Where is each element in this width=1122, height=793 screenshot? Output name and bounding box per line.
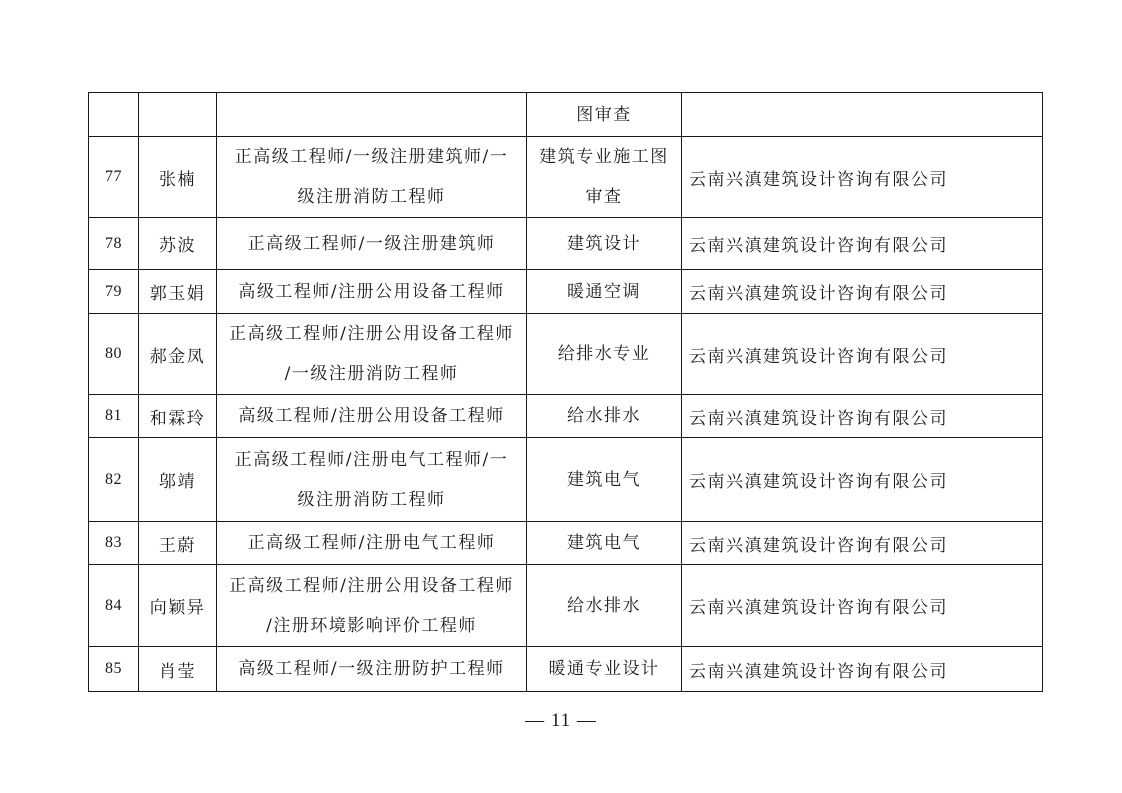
person-name-cell-empty: [139, 93, 217, 137]
specialty-line: 建筑设计: [567, 233, 641, 254]
person-name: 邬靖: [139, 438, 217, 522]
title-line: 正高级工程师/注册电气工程师/一: [234, 449, 509, 470]
row-number: 81: [89, 395, 139, 438]
title-line: /注册环境影响评价工程师: [266, 615, 477, 636]
table-row: [89, 137, 1043, 218]
company-cell-empty: [682, 93, 1043, 137]
title-line: 级注册消防工程师: [297, 187, 446, 207]
title-line: 级注册消防工程师: [297, 489, 446, 510]
person-name: 郭玉娟: [139, 270, 217, 314]
company: 云南兴滇建筑设计咨询有限公司: [682, 438, 1043, 522]
specialty-line: 审查: [585, 187, 623, 207]
specialty-line: 建筑专业施工图: [539, 147, 669, 167]
table-row: [89, 218, 1043, 270]
row-number: 82: [89, 438, 139, 522]
title-line: 正高级工程师/一级注册建筑师/一: [234, 147, 509, 167]
company: 云南兴滇建筑设计咨询有限公司: [682, 565, 1043, 647]
person-name: 王蔚: [139, 522, 217, 565]
title-line: 高级工程师/注册公用设备工程师: [238, 406, 505, 426]
professional-title: [217, 522, 527, 565]
professional-title-cell-empty: [217, 93, 527, 137]
row-number: 79: [89, 270, 139, 314]
table-row: [89, 647, 1043, 692]
specialty-line: 给排水专业: [557, 344, 651, 364]
specialty-line: 暖通空调: [567, 281, 641, 302]
professional-title: [217, 218, 527, 270]
specialty: [527, 218, 682, 270]
title-line: 正高级工程师/注册电气工程师: [247, 533, 496, 553]
specialty-line: 给水排水: [567, 595, 641, 616]
table-row: [89, 522, 1043, 565]
row-number: 84: [89, 565, 139, 647]
specialty: [527, 438, 682, 522]
table-row: [89, 565, 1043, 647]
specialty: [527, 314, 682, 395]
professional-title: [217, 647, 527, 692]
company: 云南兴滇建筑设计咨询有限公司: [682, 522, 1043, 565]
specialty: [527, 565, 682, 647]
specialty-line: 建筑电气: [567, 469, 641, 490]
specialty-line: 建筑电气: [567, 533, 641, 553]
row-number: 85: [89, 647, 139, 692]
professional-title: [217, 565, 527, 647]
company: 云南兴滇建筑设计咨询有限公司: [682, 218, 1043, 270]
person-name: 和霖玲: [139, 395, 217, 438]
person-name: 张楠: [139, 137, 217, 218]
person-name: 郝金凤: [139, 314, 217, 395]
table-row: [89, 314, 1043, 395]
row-number-cell-empty: [89, 93, 139, 137]
professional-title: [217, 270, 527, 314]
specialty-cell: [527, 93, 682, 137]
table-row-continuation: [89, 93, 1043, 137]
row-number: 80: [89, 314, 139, 395]
specialty: [527, 647, 682, 692]
title-line: 高级工程师/注册公用设备工程师: [238, 281, 505, 302]
table-row: [89, 395, 1043, 438]
company: 云南兴滇建筑设计咨询有限公司: [682, 395, 1043, 438]
person-name: 肖莹: [139, 647, 217, 692]
table-row: [89, 270, 1043, 314]
page-number: — 11 —: [525, 710, 597, 731]
company: 云南兴滇建筑设计咨询有限公司: [682, 314, 1043, 395]
specialty: [527, 270, 682, 314]
row-number: 83: [89, 522, 139, 565]
title-line: 高级工程师/一级注册防护工程师: [238, 659, 505, 679]
specialty: [527, 522, 682, 565]
row-number: 78: [89, 218, 139, 270]
company: 云南兴滇建筑设计咨询有限公司: [682, 270, 1043, 314]
professional-title: [217, 137, 527, 218]
professional-title: [217, 314, 527, 395]
company: 云南兴滇建筑设计咨询有限公司: [682, 137, 1043, 218]
specialty: [527, 395, 682, 438]
title-line: 正高级工程师/注册公用设备工程师: [229, 575, 514, 596]
person-name: 向颖异: [139, 565, 217, 647]
personnel-table: [88, 92, 1043, 692]
professional-title: [217, 395, 527, 438]
title-line: 正高级工程师/一级注册建筑师: [247, 233, 496, 254]
professional-title: [217, 438, 527, 522]
person-name: 苏波: [139, 218, 217, 270]
company: 云南兴滇建筑设计咨询有限公司: [682, 647, 1043, 692]
row-number: 77: [89, 137, 139, 218]
title-line: 正高级工程师/注册公用设备工程师: [229, 324, 514, 344]
table-row: [89, 438, 1043, 522]
specialty-line: 暖通专业设计: [548, 659, 660, 679]
title-line: /一级注册消防工程师: [284, 364, 459, 384]
specialty: [527, 137, 682, 218]
specialty-line: 图审查: [576, 104, 632, 125]
specialty-line: 给水排水: [567, 406, 641, 426]
